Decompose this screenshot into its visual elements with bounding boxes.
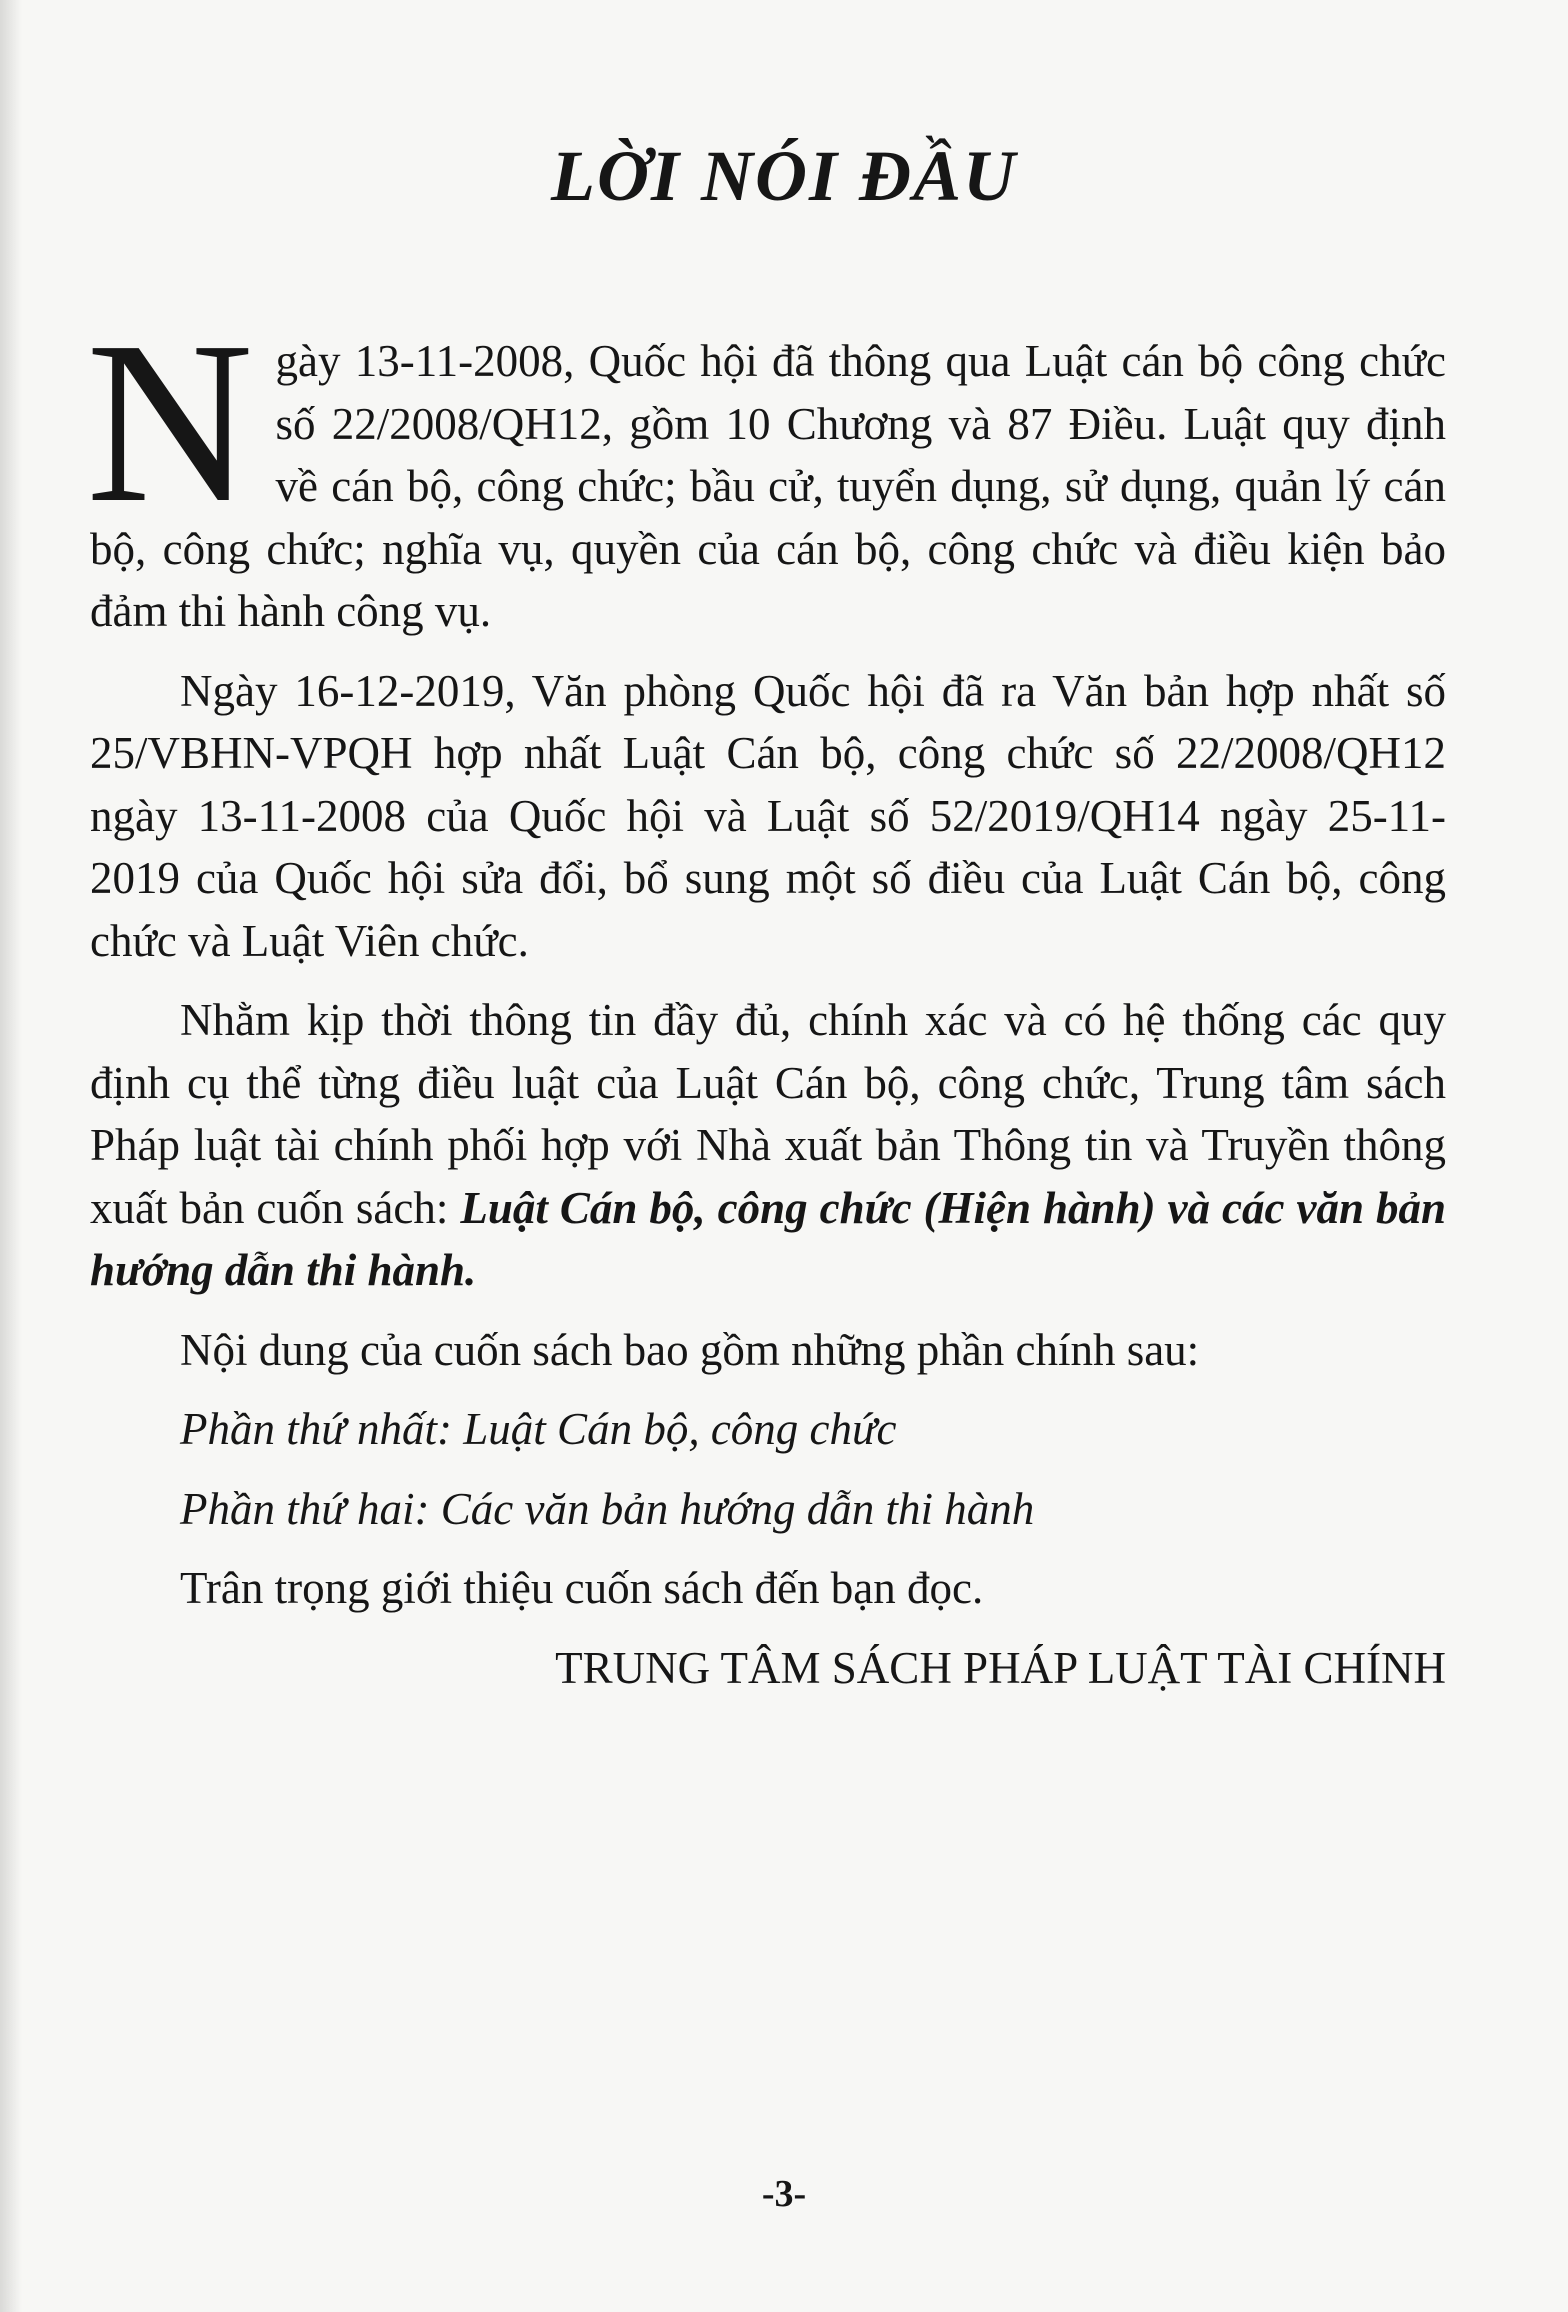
closing-line: Trân trọng giới thiệu cuốn sách đến bạn đọc. <box>180 1563 984 1613</box>
paragraph-purpose-text: Nhằm kịp thời thông tin đầy đủ, chính xác và có hệ thống các quy định cụ thể từng điều luật của Luật Cán bộ, công chức, Trung tâm sách Pháp luật tài chính phối hợp với Nhà xuất bản Thông tin và Truyền thông xuất bản cuốn sách: <box>90 995 1446 1233</box>
page-gutter-shadow <box>0 0 22 2312</box>
paragraph-purpose <box>90 989 1446 1302</box>
paragraph-intro <box>86 294 1446 643</box>
paragraph-intro-text: gày 13-11-2008, Quốc hội đã thông qua Luật cán bộ công chức số 22/2008/QH12, gồm 10 Chương và 87 Điều. Luật quy định về cán bộ, công chức; bầu cử, tuyển dụng, sử dụng, quản lý cán bộ, công chức; nghĩa vụ, quyền của cán bộ, công chức và điều kiện bảo đảm thi hành công vụ. <box>90 336 1446 636</box>
part-one: Phần thứ nhất: Luật Cán bộ, công chức <box>180 1404 897 1454</box>
preface-body <box>86 294 1447 1699</box>
book-title: Luật Cán bộ, công chức (Hiện hành) và các văn bản hướng dẫn thi hành. <box>90 1182 1447 1295</box>
paragraph-consolidation: Ngày 16-12-2019, Văn phòng Quốc hội đã ra Văn bản hợp nhất số 25/VBHN-VPQH hợp nhất Luật Cán bộ, công chức số 22/2008/QH12 ngày 13-11-2008 của Quốc hội và Luật số 52/2019/QH14 ngày 25-11-2019 của Quốc hội sửa đổi, bổ sung một số điều của Luật Cán bộ, công chức và Luật Viên chức. <box>90 665 1446 966</box>
page-number: -3- <box>761 2173 807 2215</box>
contents-intro: Nội dung của cuốn sách bao gồm những phần chính sau: <box>180 1324 1200 1375</box>
page-title: LỜI NÓI ĐẦU <box>550 136 1018 216</box>
part-two: Phần thứ hai: Các văn bản hướng dẫn thi hành <box>180 1483 1035 1534</box>
publisher-signature: TRUNG TÂM SÁCH PHÁP LUẬT TÀI CHÍNH <box>555 1642 1446 1693</box>
drop-cap-letter: N <box>86 294 254 551</box>
